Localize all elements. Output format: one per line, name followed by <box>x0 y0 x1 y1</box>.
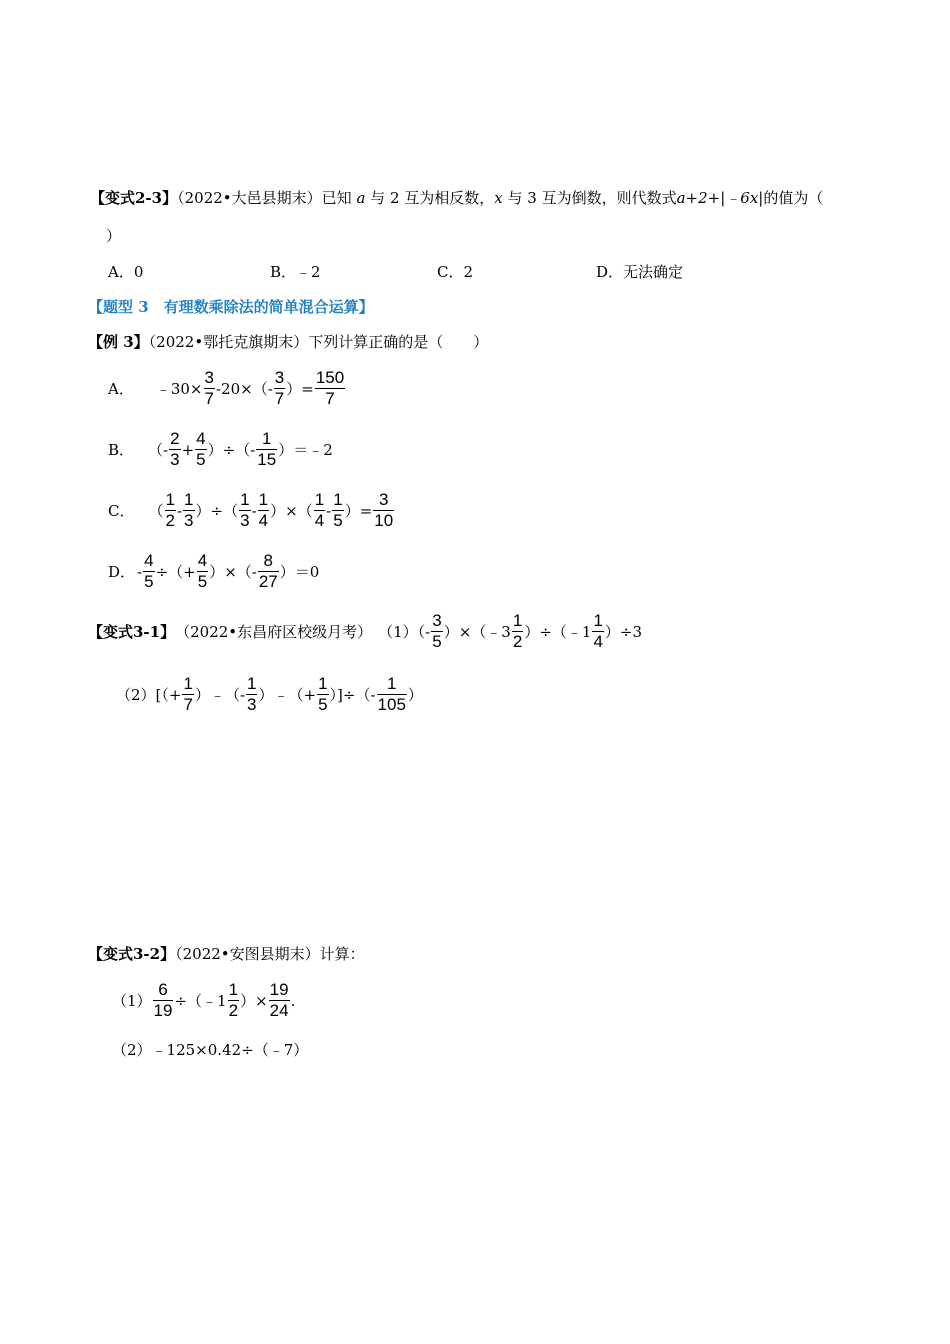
fraction: $\frac{1}{4}$ <box>314 490 325 530</box>
expr-text: ）÷（﹣1 <box>524 622 592 641</box>
question-text: 的值为（ <box>763 189 824 207</box>
fraction: $\frac{4}{5}$ <box>144 551 154 591</box>
expr-text: - <box>176 501 183 520</box>
question-3-2-part-2: （2）﹣125×0.42÷（﹣7） <box>112 1041 309 1059</box>
question-2-3 <box>90 188 823 208</box>
fraction: $\frac{1}{2}$ <box>165 490 175 530</box>
expr-text: （2）[（+ <box>116 685 182 704</box>
expr-text: ）﹣（- <box>194 685 246 704</box>
fraction: $\frac{1}{3}$ <box>184 490 194 530</box>
variable-a: a <box>356 189 366 207</box>
expr-text: ）÷（ <box>195 501 239 520</box>
question-text: 已知 <box>321 189 352 207</box>
question-tag: 【变式3-2】 <box>88 945 176 963</box>
expr-text: ﹣30× <box>155 379 203 398</box>
fraction: $\frac{1}{3}$ <box>240 490 250 530</box>
example-source: （2022•鄂托克旗期末） <box>148 333 309 351</box>
question-tag: 【变式2-3】 <box>90 189 178 207</box>
fraction: $\frac{3}{7}$ <box>204 368 214 408</box>
expr-text: ÷（+ <box>155 562 196 581</box>
example-text: 下列计算正确的是（ ） <box>308 333 489 351</box>
expr-text: （- <box>148 440 169 459</box>
option-label: C． <box>108 501 135 520</box>
variable-x: x <box>494 189 503 207</box>
question-source: （2022•大邑县期末） <box>177 189 322 207</box>
option-a: A．0 <box>108 263 144 281</box>
expr-text: ）＝0 <box>279 562 320 581</box>
example-3-option-a <box>108 368 346 409</box>
expr-text: （1） <box>112 991 152 1010</box>
fraction: $\frac{4}{5}$ <box>197 551 208 591</box>
expr-text: ）÷3 <box>604 622 643 641</box>
option-c: C．2 <box>437 263 474 281</box>
question-source: （2022•安图县期末） <box>175 945 320 963</box>
expr-text: ）×（﹣3 <box>443 622 511 641</box>
fraction: $\frac{1}{5}$ <box>333 490 343 530</box>
question-3-2-part-1 <box>112 980 295 1021</box>
fraction: $\frac{4}{5}$ <box>196 429 206 469</box>
example-3-option-c <box>108 490 395 531</box>
expr-text: -20×（- <box>215 379 273 398</box>
fraction: $\frac{1}{2}$ <box>228 980 239 1020</box>
question-3-1-part-2 <box>116 674 423 715</box>
example-3 <box>88 332 488 352</box>
expr-text: ）= <box>344 501 373 520</box>
option-b: B．﹣2 <box>270 263 321 281</box>
option-d: D．无法确定 <box>596 263 684 281</box>
expr-text: ）÷（- <box>207 440 256 459</box>
fraction: $\frac{1}{3}$ <box>247 674 257 714</box>
question-source: （2022•东昌府区校级月考） <box>175 622 373 641</box>
fraction: $\frac{1}{15}$ <box>257 429 277 469</box>
question-2-3-close-paren: ） <box>106 227 122 245</box>
fraction: $\frac{19}{24}$ <box>269 980 289 1020</box>
fraction: $\frac{3}{7}$ <box>274 368 285 408</box>
expr-text: （ <box>148 501 164 520</box>
fraction: $\frac{1}{2}$ <box>512 611 523 651</box>
fraction: $\frac{3}{5}$ <box>432 611 442 651</box>
expr-text: - <box>251 501 257 520</box>
option-label: B． <box>108 440 135 459</box>
expr-text: ）× <box>240 991 268 1010</box>
option-label: A． <box>108 379 134 398</box>
question-tag: 【变式3-1】 <box>88 622 176 641</box>
option-label: D． <box>108 562 136 581</box>
expr-text: ）]÷（- <box>329 685 376 704</box>
fraction: $\frac{6}{19}$ <box>153 980 173 1020</box>
expr-text: ）＝﹣2 <box>278 440 333 459</box>
expr-text: - <box>137 562 143 581</box>
fraction: $\frac{1}{4}$ <box>258 490 269 530</box>
example-3-option-b <box>108 429 333 470</box>
fraction: $\frac{1}{5}$ <box>318 674 328 714</box>
expr-text: ）= <box>286 379 314 398</box>
fraction: $\frac{2}{3}$ <box>170 429 180 469</box>
question-3-2 <box>88 944 365 964</box>
fraction: $\frac{3}{10}$ <box>374 490 394 530</box>
expr-text: + <box>181 440 195 459</box>
question-3-1-part-1 <box>88 611 642 652</box>
example-3-option-d <box>108 551 319 592</box>
fraction: $\frac{150}{7}$ <box>315 368 345 408</box>
question-text: 计算： <box>319 945 365 963</box>
section-title-type-3: 【题型 3 有理数乘除法的简单混合运算】 <box>88 298 374 316</box>
fraction: $\frac{1}{4}$ <box>593 611 603 651</box>
example-tag: 【例 3】 <box>88 333 149 351</box>
expr-text: ）﹣（+ <box>258 685 317 704</box>
expr-text: . <box>290 991 296 1010</box>
algebraic-expression: a+2+|﹣6x| <box>676 189 764 207</box>
question-text: 与 2 互为相反数， <box>370 189 495 207</box>
fraction: $\frac{1}{7}$ <box>183 674 193 714</box>
expr-text: ） <box>407 685 423 704</box>
expr-text: - <box>326 501 332 520</box>
fraction: $\frac{8}{27}$ <box>258 551 278 591</box>
fraction: $\frac{1}{105}$ <box>377 674 406 714</box>
expr-text: （1）（- <box>378 622 431 641</box>
expr-text: ÷（﹣1 <box>174 991 227 1010</box>
expr-text: ）×（ <box>270 501 313 520</box>
question-text: 与 3 互为倒数，则代数式 <box>507 189 677 207</box>
expr-text: ）×（- <box>209 562 257 581</box>
